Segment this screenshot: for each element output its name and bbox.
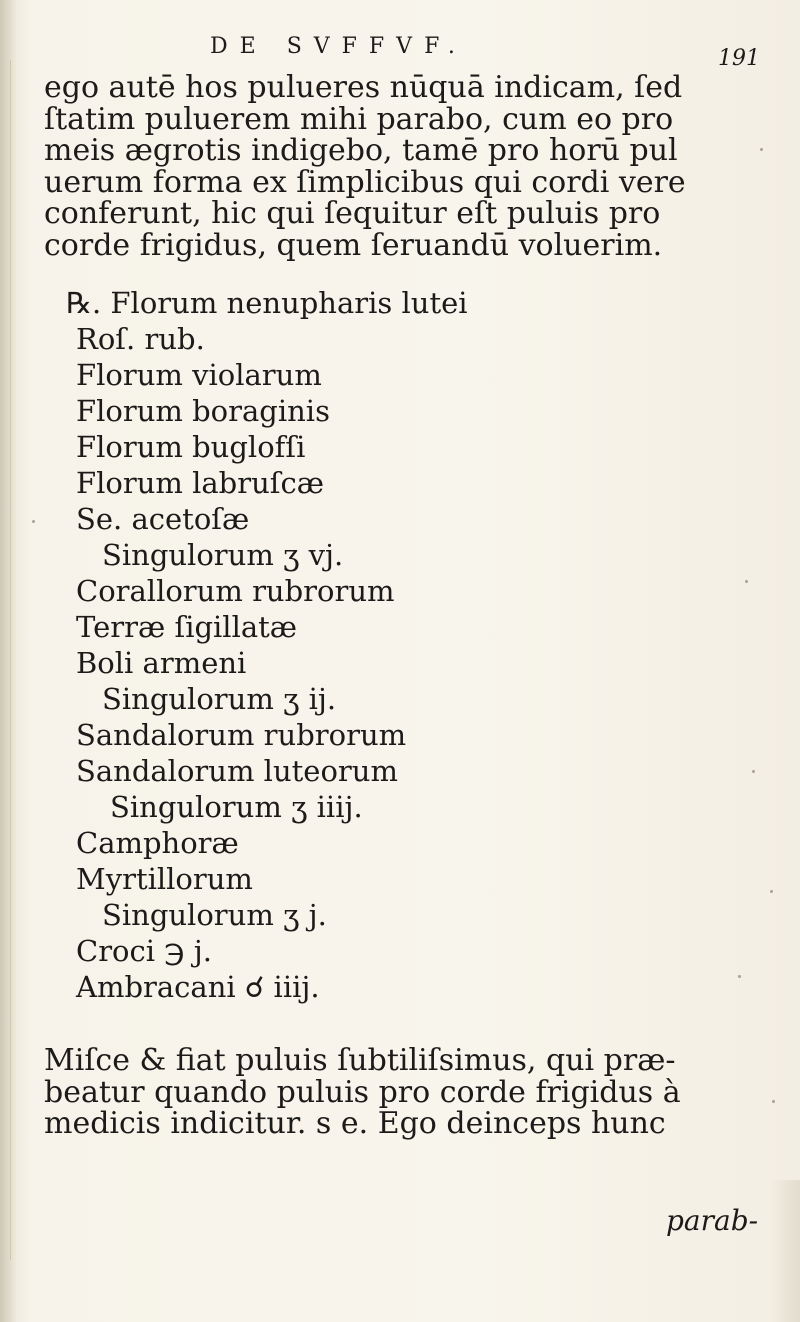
recipe-line: Roſ. rub. [76, 322, 205, 356]
paper-speck [32, 520, 35, 523]
gutter-line [10, 60, 11, 1260]
recipe-line: Myrtillorum [76, 862, 253, 896]
text-line: Miſce & fiat puluis ſubtiliſsimus, qui præ- [44, 1043, 676, 1078]
recipe-line: Ambracani ☌ iiij. [76, 970, 320, 1004]
text-line: uerum forma ex ſimplicibus qui cordi vere [44, 164, 686, 200]
recipe-line: Singulorum ʒ ij. [102, 682, 337, 716]
text-line: medicis indicitur. s e. Ego deinceps hunc [44, 1106, 666, 1141]
running-head: DE SVFFVF. [210, 34, 467, 59]
paper-speck [745, 580, 748, 583]
text-line: beatur quando puluis pro corde frigidus à [44, 1074, 681, 1110]
recipe-line: Croci ℈ j. [76, 934, 212, 968]
text-line: ego autē hos pulueres nūquā indicam, ſed [44, 70, 683, 105]
recipe-line: Boli armeni [76, 646, 247, 680]
recipe-line: Sandalorum luteorum [76, 754, 398, 788]
recipe-line: Florum violarum [76, 358, 322, 392]
recipe-line: Singulorum ʒ iiij. [110, 790, 363, 824]
text-line: meis ægrotis indigebo, tamē pro horū pul [44, 133, 678, 168]
text-line: corde frigidus, quem ſeruandū voluerim. [44, 227, 663, 263]
recipe-line: Terræ ſigillatæ [76, 610, 298, 644]
text-line: ſtatim puluerem mihi parabo, cum eo pro [44, 101, 674, 137]
recipe-line: Se. acetoſæ [76, 502, 250, 536]
recipe-line: Sandalorum rubrorum [76, 718, 407, 752]
paper-speck [760, 148, 763, 151]
paper-speck [752, 770, 755, 773]
paragraph-1 [44, 72, 686, 261]
paragraph-2 [44, 1045, 681, 1140]
page-corner [770, 1180, 800, 1322]
recipe-line: Camphoræ [76, 826, 239, 860]
recipe-line: ℞. Florum nenupharis lutei [66, 286, 468, 320]
recipe-line: Singulorum ʒ j. [102, 898, 327, 932]
recipe-line: Florum boraginis [76, 394, 330, 428]
recipe-line: Singulorum ʒ vj. [102, 538, 344, 572]
page-gutter [0, 0, 16, 1322]
recipe-list [66, 285, 468, 1005]
paper-speck [738, 975, 741, 978]
text-line: conferunt, hic qui ſequitur eſt puluis pro [44, 196, 661, 231]
recipe-line: Florum labruſcæ [76, 466, 325, 500]
recipe-line: Florum buglofſi [76, 430, 306, 464]
page-number: 191 [718, 46, 760, 71]
paper-speck [772, 1100, 775, 1103]
paper-speck [770, 890, 773, 893]
recipe-line: Corallorum rubrorum [76, 574, 395, 608]
catchword: parab- [666, 1204, 759, 1237]
